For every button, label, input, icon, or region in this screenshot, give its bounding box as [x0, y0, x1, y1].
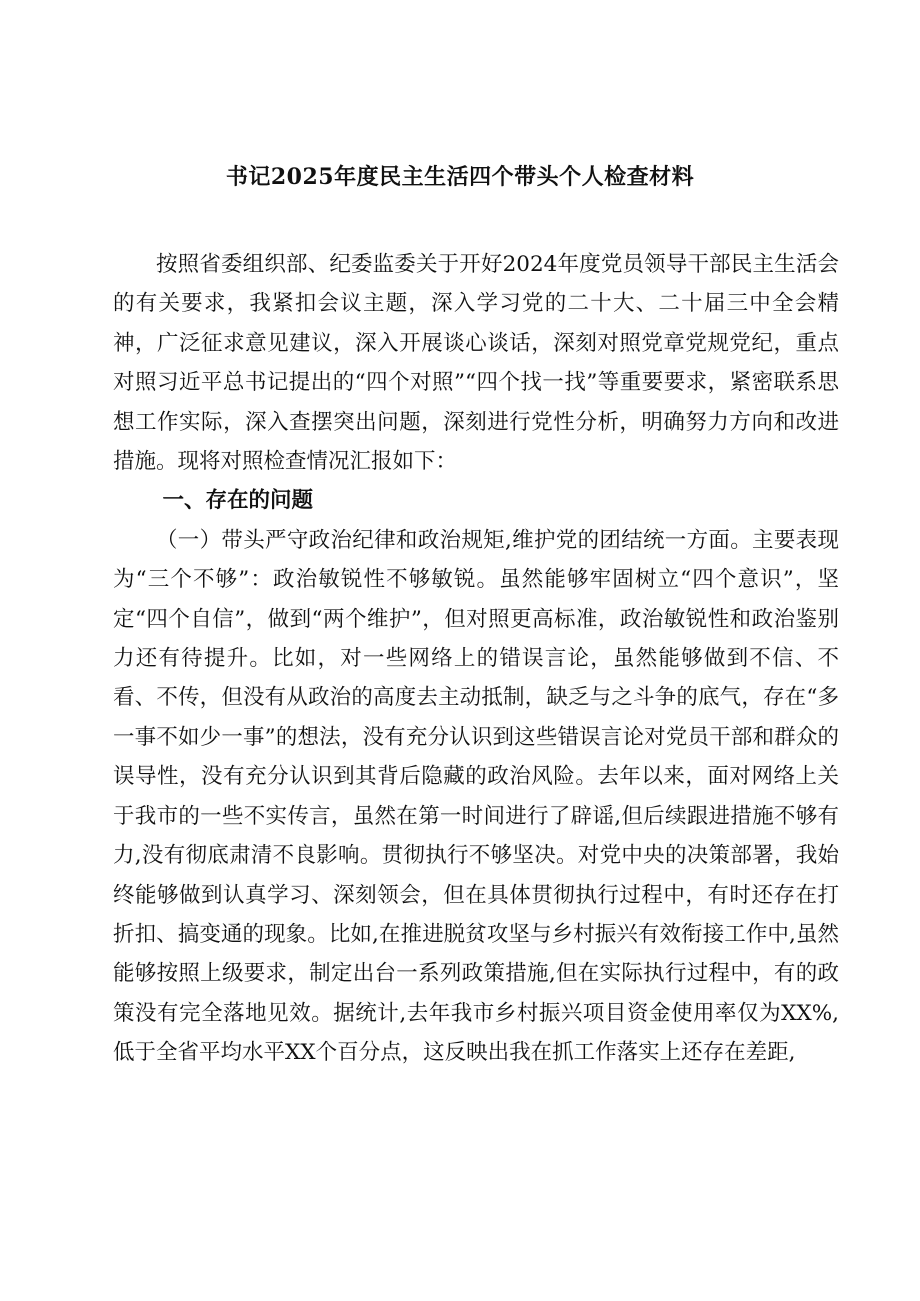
- section-paragraph: （一）带头严守政治纪律和政治规矩,维护党的团结统一方面。主要表现为“三个不够”：政治敏锐性不够敏锐。虽然能够牢固树立“四个意识”，坚定“四个自信”，做到“两个维护”，但对照更高标准，政治敏锐性和政治鉴别力还有待提升。比如，对一些网络上的错误言论，虽然能够做到不信、不看、不传，但没有从政治的高度去主动抵制，缺乏与之斗争的底气，存在“多一事不如少一事”的想法，没有充分认识到这些错误言论对党员干部和群众的误导性，没有充分认识到其背后隐藏的政治风险。去年以来，面对网络上关于我市的一些不实传言，虽然在第一时间进行了辟谣,但后续跟进措施不够有力,没有彻底肃清不良影响。贯彻执行不够坚决。对党中央的决策部署，我始终能够做到认真学习、深刻领会，但在具体贯彻执行过程中，有时还存在打折扣、搞变通的现象。比如,在推进脱贫攻坚与乡村振兴有效衔接工作中,虽然能够按照上级要求，制定出台一系列政策措施,但在实际执行过程中，有的政策没有完全落地见效。据统计,去年我市乡村振兴项目资金使用率仅为XX%,低于全省平均水平XX个百分点，这反映出我在抓工作落实上还存在差距,: [113, 527, 839, 1066]
- intro-paragraph: 按照省委组织部、纪委监委关于开好2024年度党员领导干部民主生活会的有关要求，我紧扣会议主题，深入学习党的二十大、二十届三中全会精神，广泛征求意见建议，深入开展谈心谈话，深刻对照党章党规党纪，重点对照习近平总书记提出的“四个对照”“四个找一找”等重要要求，紧密联系思想工作实际，深入查摆突出问题，深刻进行党性分析，明确努力方向和改进措施。现将对照检查情况汇报如下：: [113, 252, 839, 475]
- document-body: [113, 245, 839, 1073]
- section-heading: 一、存在的问题: [162, 488, 313, 514]
- document-title: 书记2025年度民主生活四个带头个人检查材料: [225, 164, 695, 190]
